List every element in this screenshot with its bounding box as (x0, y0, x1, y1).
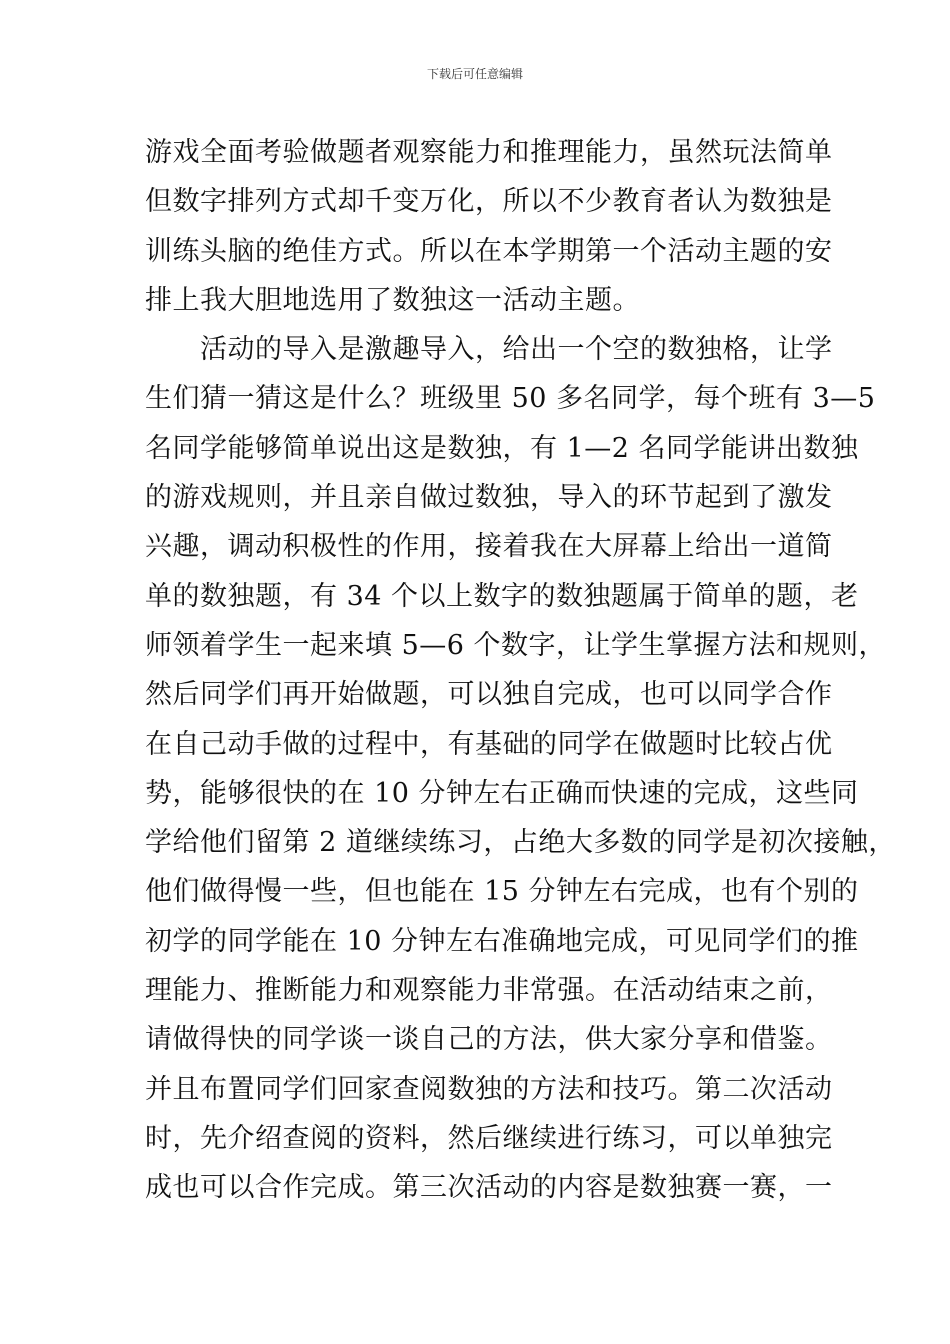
text-line: 在自己动手做的过程中，有基础的同学在做题时比较占优 (145, 728, 833, 760)
text-line: 并且布置同学们回家查阅数独的方法和技巧。第二次活动 (145, 1073, 833, 1105)
text-line: 时，先介绍查阅的资料，然后继续进行练习，可以单独完 (145, 1122, 833, 1154)
text-line: 名同学能够简单说出这是数独，有 1—2 名同学能讲出数独 (145, 432, 859, 464)
text-line: 师领着学生一起来填 5—6 个数字，让学生掌握方法和规则， (145, 629, 887, 661)
text-line: 兴趣，调动积极性的作用，接着我在大屏幕上给出一道简 (145, 531, 833, 563)
text-line: 势，能够很快的在 10 分钟左右正确而快速的完成，这些同 (145, 777, 859, 809)
text-line: 学给他们留第 2 道继续练习，占绝大多数的同学是初次接触， (145, 827, 896, 859)
text-line: 初学的同学能在 10 分钟左右准确地完成，可见同学们的推 (145, 925, 859, 957)
body-text (145, 128, 896, 1213)
text-line: 单的数独题，有 34 个以上数字的数独题属于简单的题，老 (145, 580, 859, 612)
text-line: 成也可以合作完成。第三次活动的内容是数独赛一赛，一 (145, 1172, 833, 1204)
text-line: 理能力、推断能力和观察能力非常强。在活动结束之前， (145, 975, 833, 1007)
text-line: 的游戏规则，并且亲自做过数独，导入的环节起到了激发 (145, 482, 833, 514)
page-header: 下载后可任意编辑 (426, 67, 523, 81)
text-line: 他们做得慢一些，但也能在 15 分钟左右完成，也有个别的 (145, 876, 859, 908)
text-line: 游戏全面考验做题者观察能力和推理能力，虽然玩法简单 (145, 137, 833, 168)
text-line: 然后同学们再开始做题，可以独自完成，也可以同学合作 (145, 679, 833, 711)
text-line: 活动的导入是激趣导入，给出一个空的数独格，让学 (145, 334, 833, 366)
text-line: 生们猜一猜这是什么？班级里 50 多名同学，每个班有 3—5 (145, 383, 876, 415)
text-line: 训练头脑的绝佳方式。所以在本学期第一个活动主题的安 (145, 235, 833, 267)
text-line: 排上我大胆地选用了数独这一活动主题。 (145, 284, 640, 316)
text-line: 但数字排列方式却千变万化，所以不少教育者认为数独是 (145, 186, 833, 218)
text-line: 请做得快的同学谈一谈自己的方法，供大家分享和借鉴。 (145, 1024, 833, 1056)
